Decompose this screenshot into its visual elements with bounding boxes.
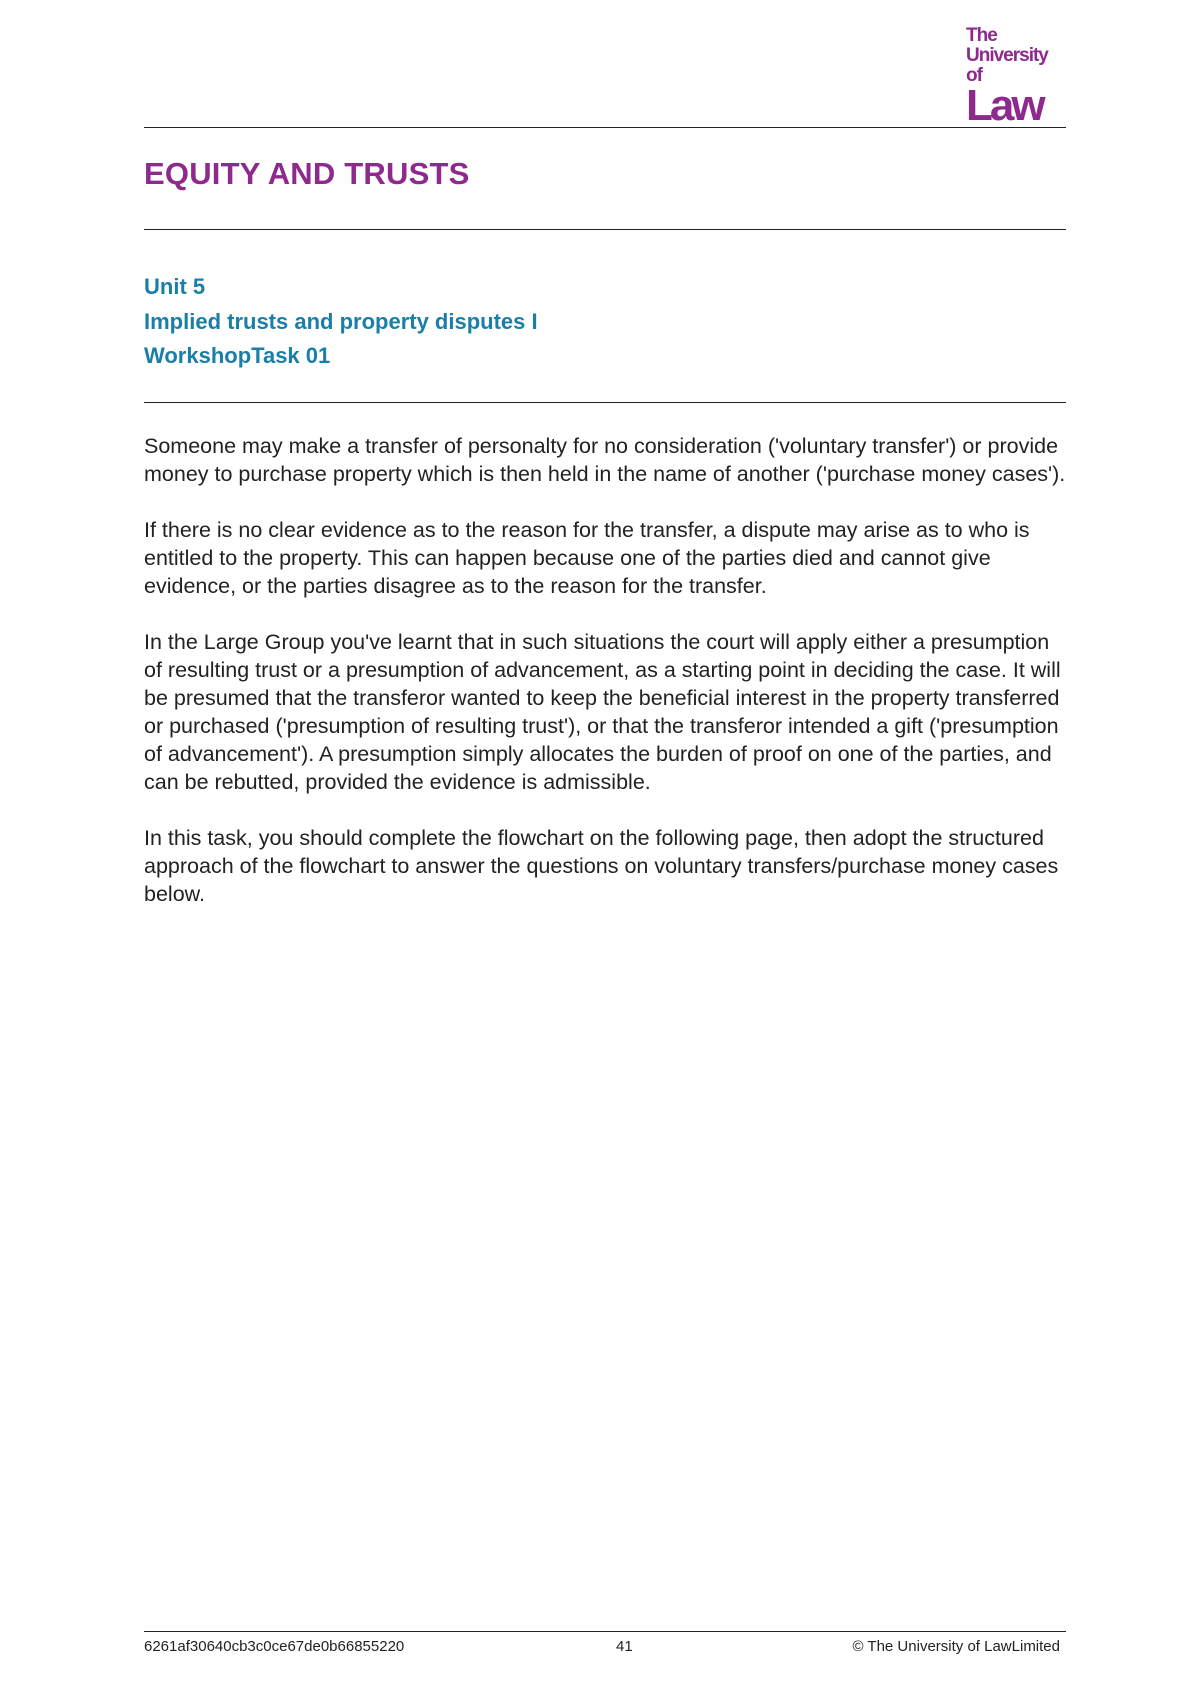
unit-subject: Implied trusts and property disputes I [144,308,538,334]
paragraph-voluntary-transfer: Someone may make a transfer of personalty for no consideration ('voluntary transfer') or provide money to purchase property which is then held in the name of another ('purchase money cases'). [144,434,1066,486]
logo-line-law: Law [966,81,1043,130]
body-text [144,432,1066,936]
footer-copyright: © The University of LawLimited [852,1638,1060,1655]
unit-number: Unit 5 [144,274,206,299]
footer-page-number: 41 [616,1638,633,1655]
top-divider [144,127,1066,128]
workshop-task: WorkshopTask 01 [144,343,331,368]
university-of-law-logo [966,25,1066,130]
unit-heading-block [144,270,538,374]
document-title: EQUITY AND TRUSTS [144,156,470,191]
footer-divider [144,1631,1066,1632]
logo-line-the: The [966,25,997,46]
paragraph-dispute: If there is no clear evidence as to the reason for the transfer, a dispute may arise as to who is entitled to the property. This can happen because one of the parties died and cannot give evidence, or the parties disagree as to the reason for the transfer. [144,518,1030,598]
logo-line-university-of: University of [966,45,1048,86]
unit-divider [144,402,1066,403]
paragraph-task-instructions: In this task, you should complete the flowchart on the following page, then adopt the structured approach of the flowchart to answer the questions on voluntary transfers/purchase money cases below. [144,826,1059,906]
title-divider [144,229,1066,230]
footer-doc-id: 6261af30640cb3c0ce67de0b66855220 [144,1638,405,1655]
paragraph-presumptions: In the Large Group you've learnt that in such situations the court will apply either a presumption of resulting trust or a presumption of advancement, as a starting point in deciding the case. It will be presumed that the transferor wanted to keep the beneficial interest in the property transferred or purchased ('presumption of resulting trust'), or that the transferor intended a gift ('presumption of advancement'). A presumption simply allocates the burden of proof on one of the parties, and can be rebutted, provided the evidence is admissible. [144,630,1061,794]
